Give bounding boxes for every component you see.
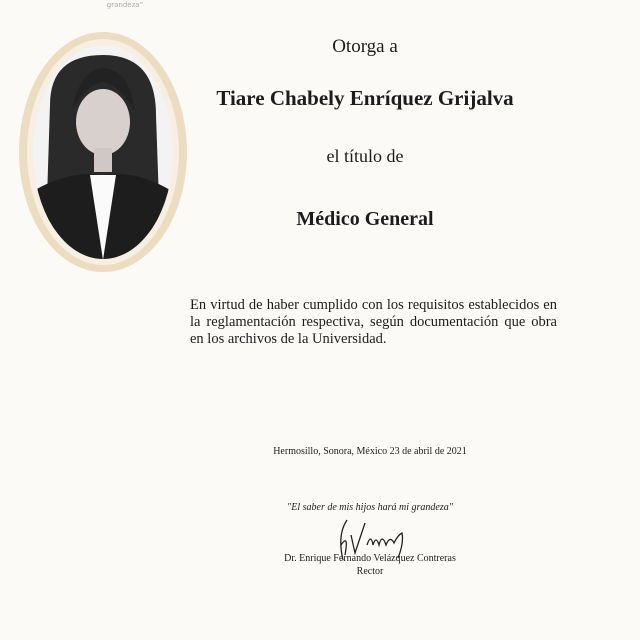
signer-role: Rector [356,566,384,577]
top-motto: grandeza” [106,1,144,9]
grant-text: Otorga a [332,36,398,57]
certificate-body: En virtud de haber cumplido con los requisitos establecidos en la reglamentación respectiva, según documentación que obra en los archivos de la Universidad. [190,297,557,347]
graduate-photo [10,30,200,280]
degree-title: Médico General [296,208,434,230]
title-intro: el título de [326,146,404,166]
university-motto: "El saber de mis hijos hará mi grandeza" [287,502,453,513]
recipient-name: Tiare Chabely Enríquez Grijalva [216,86,514,110]
signer-name: Dr. Enrique Fernando Velázquez Contreras [284,553,456,564]
place-date: Hermosillo, Sonora, México 23 de abril de 2021 [273,446,467,457]
